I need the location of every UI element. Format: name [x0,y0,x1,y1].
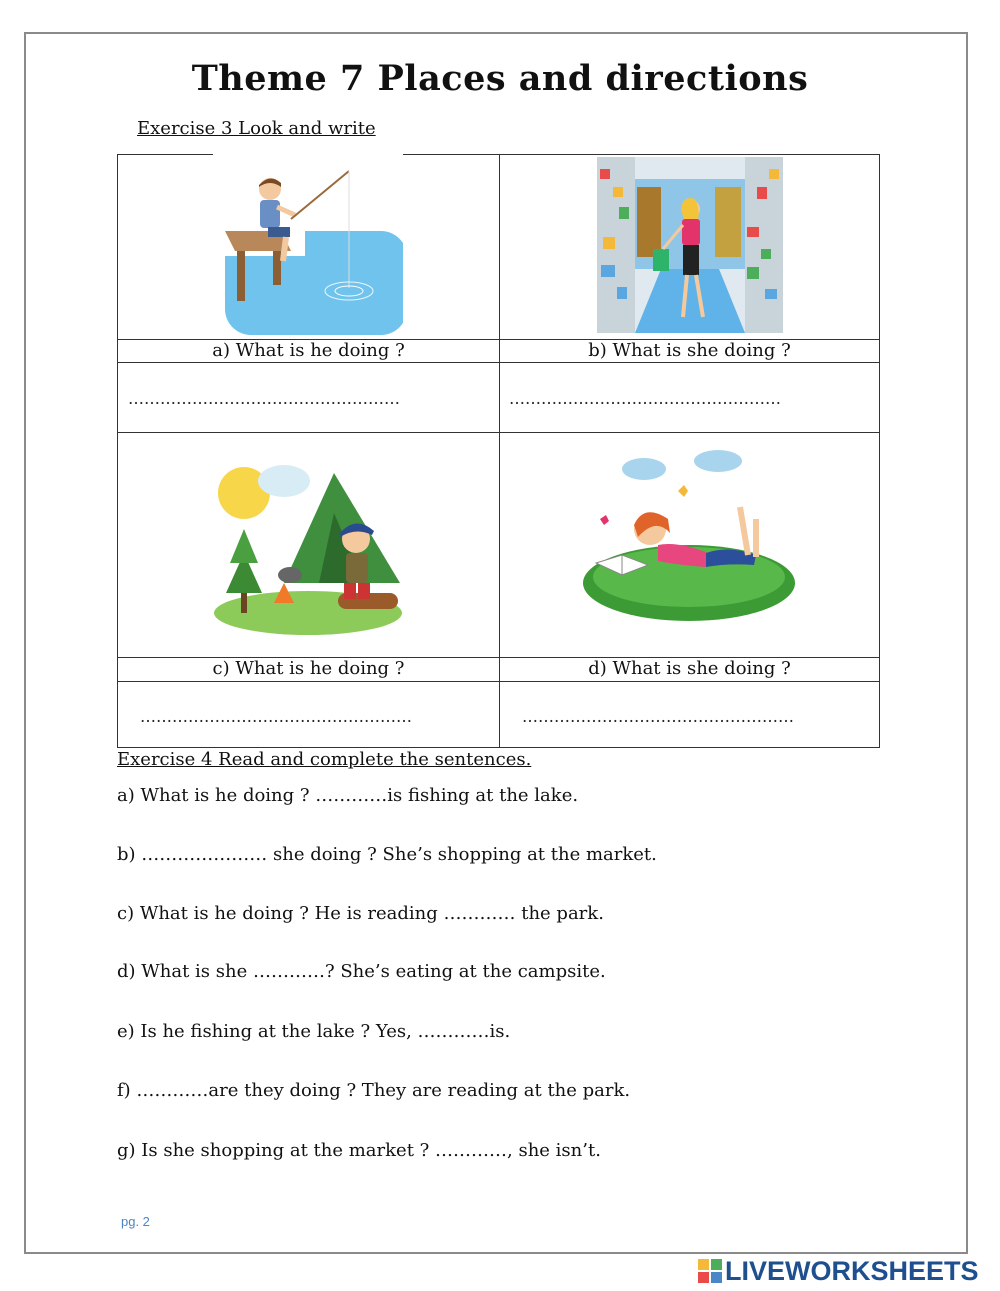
sentence-g[interactable]: g) Is she shopping at the market ? …………, she isn’t. [117,1140,601,1161]
answer-b-field[interactable]: …………………………………………… [509,389,781,408]
page-title: Theme 7 Places and directions [191,58,809,99]
exercise-3-heading: Exercise 3 Look and write [137,118,376,139]
table-rule [118,362,879,363]
sentence-b[interactable]: b) ………………… she doing ? She’s shopping at the market. [117,844,657,865]
camping-picture [214,433,402,635]
sentence-d[interactable]: d) What is she …………? She’s eating at the campsite. [117,961,606,982]
question-a: a) What is he doing ? [212,340,405,361]
question-d: d) What is she doing ? [588,658,791,679]
question-b: b) What is she doing ? [588,340,791,361]
exercise-3-table [117,154,880,748]
answer-d-field[interactable]: …………………………………………… [522,707,794,726]
liveworksheets-logo[interactable] [698,1256,979,1286]
shopping-picture [597,157,783,333]
logo-icon [698,1259,722,1283]
sentence-c[interactable]: c) What is he doing ? He is reading ………… the park. [117,903,604,924]
sentence-a[interactable]: a) What is he doing ? …………is fishing at the lake. [117,785,579,806]
logo-text: LIVEWORKSHEETS [725,1255,979,1286]
table-rule [118,681,879,682]
reading-picture [578,433,800,623]
answer-a-field[interactable]: …………………………………………… [128,389,400,408]
sentence-f[interactable]: f) …………are they doing ? They are reading at the park. [117,1080,631,1101]
fishing-picture [213,153,403,335]
exercise-4-heading: Exercise 4 Read and complete the sentences. [117,749,532,770]
sentence-e[interactable]: e) Is he fishing at the lake ? Yes, …………is. [117,1021,511,1042]
page-number: pg. 2 [121,1214,150,1229]
question-c: c) What is he doing ? [212,658,405,679]
answer-c-field[interactable]: …………………………………………… [140,707,412,726]
